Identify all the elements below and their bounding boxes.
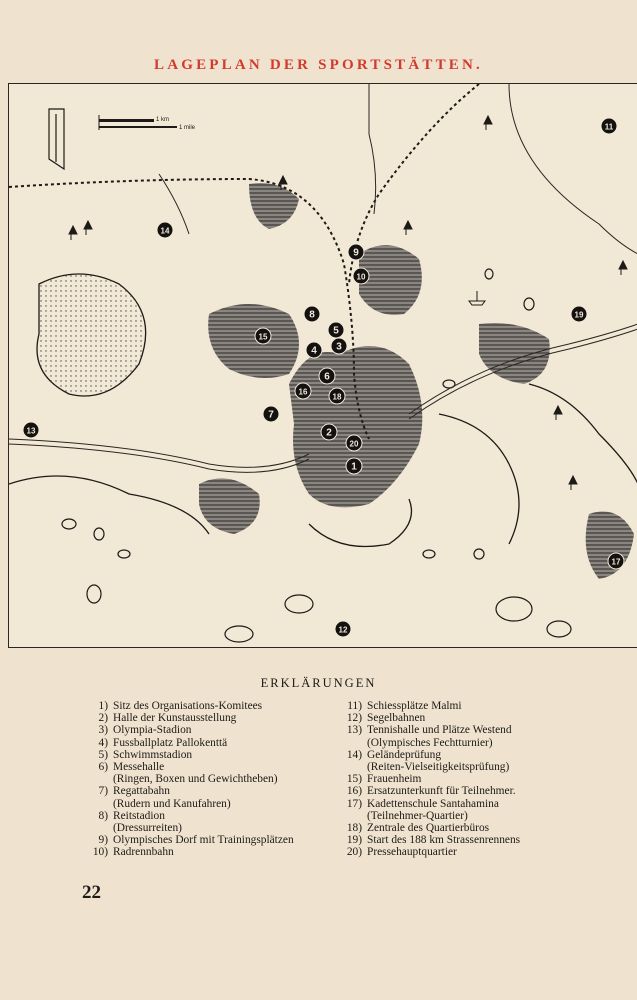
venue-marker-label: 9 <box>353 247 359 259</box>
legend-item <box>336 700 626 712</box>
legend-item <box>82 712 352 724</box>
legend-item-number: 17) <box>346 797 362 810</box>
page-title: LAGEPLAN DER SPORTSTÄTTEN. <box>154 57 483 73</box>
scale-mile-label: 1 mile <box>179 125 196 131</box>
venue-marker-17 <box>608 553 624 569</box>
venue-marker-13 <box>23 422 39 438</box>
venue-marker-label: 20 <box>349 439 359 449</box>
legend-item-label: Geländeprüfung <box>367 748 442 761</box>
legend-item-number: 19) <box>346 834 362 847</box>
legend-item-number: 18) <box>346 822 362 835</box>
legend-item-label: Olympisches Dorf mit Trainingsplätzen <box>113 834 294 847</box>
legend-item <box>336 749 626 761</box>
venue-marker-label: 18 <box>332 392 342 402</box>
legend-item <box>336 773 626 785</box>
legend-item-number: 6) <box>98 761 108 774</box>
legend-item-number: 8) <box>98 809 108 822</box>
legend-item-label: Olympia-Stadion <box>113 724 192 737</box>
venue-marker-label: 7 <box>268 409 274 421</box>
venue-marker-label: 8 <box>309 309 315 321</box>
venue-marker-16 <box>295 383 311 399</box>
legend-item-label: Radrennbahn <box>113 846 174 859</box>
legend-item-label: Zentrale des Quartierbüros <box>367 822 490 835</box>
legend-item-number: 3) <box>98 724 108 737</box>
legend-item-number: 11) <box>347 700 362 712</box>
legend-item <box>82 846 352 858</box>
legend-item-label: Segelbahnen <box>367 712 426 725</box>
venue-marker-label: 19 <box>574 310 584 320</box>
venue-marker-20 <box>346 435 362 451</box>
venue-marker-label: 3 <box>336 341 342 353</box>
land-areas <box>199 183 634 579</box>
venue-marker-8 <box>304 306 320 322</box>
legend-item-subtitle: (Teilnehmer-Quartier) <box>367 809 468 822</box>
legend-item-number: 14) <box>346 748 362 761</box>
legend-item <box>82 810 352 822</box>
venue-marker-1 <box>346 458 362 474</box>
venue-marker-label: 15 <box>258 332 268 342</box>
legend-item <box>336 834 626 846</box>
legend-item <box>336 712 626 724</box>
venue-marker-11 <box>601 118 617 134</box>
legend-item-label: Sitz des Organisations-Komitees <box>113 700 263 712</box>
legend-item <box>336 822 626 834</box>
legend-item <box>82 761 352 773</box>
map-drawing <box>9 84 637 647</box>
venue-marker-label: 2 <box>326 427 332 439</box>
legend-heading: ERKLÄRUNGEN <box>260 676 377 690</box>
venue-marker-label: 13 <box>26 426 36 436</box>
venue-marker-label: 6 <box>324 371 330 383</box>
venue-marker-label: 12 <box>338 625 348 635</box>
legend-item <box>82 834 352 846</box>
page-number: 22 <box>82 882 101 903</box>
legend-item-number: 13) <box>346 724 362 737</box>
venue-marker-19 <box>571 306 587 322</box>
legend-item-label: Ersatzunterkunft für Teilnehmer. <box>367 785 516 798</box>
site-map <box>8 83 637 648</box>
legend-right-column <box>336 700 626 859</box>
venue-marker-15 <box>255 328 271 344</box>
venue-marker-10 <box>353 268 369 284</box>
venue-marker-label: 4 <box>311 345 317 357</box>
venue-marker-5 <box>328 322 344 338</box>
legend-item-label: Start des 188 km Strassenrennens <box>367 834 521 847</box>
legend-item-number: 16) <box>346 785 362 798</box>
venue-marker-label: 14 <box>160 226 170 236</box>
venue-marker-3 <box>331 338 347 354</box>
venue-marker-9 <box>348 244 364 260</box>
legend-item-number: 9) <box>98 834 108 847</box>
legend-item <box>336 724 626 736</box>
venue-marker-label: 17 <box>611 557 621 567</box>
venue-marker-7 <box>263 406 279 422</box>
legend-item <box>336 785 626 797</box>
scale-km-label: 1 km <box>156 117 170 123</box>
legend-item <box>82 785 352 797</box>
legend-item-label: Messehalle <box>113 761 165 774</box>
legend-item-number: 12) <box>346 712 362 725</box>
venue-marker-label: 5 <box>333 325 339 337</box>
legend-item <box>82 749 352 761</box>
legend-item-number: 2) <box>98 712 108 725</box>
legend-item-number: 7) <box>98 785 108 798</box>
legend-item-label: Pressehauptquartier <box>367 846 457 859</box>
legend-item-label: Schwimmstadion <box>113 748 193 761</box>
legend-item-label: Fussballplatz Pallokenttä <box>113 736 228 749</box>
legend-item-number: 1) <box>98 700 108 712</box>
legend-item <box>336 846 626 858</box>
venue-marker-18 <box>329 388 345 404</box>
legend-item <box>336 798 626 810</box>
legend-item-label: Frauenheim <box>367 773 422 786</box>
legend-item-subtitle: (Ringen, Boxen und Gewichtheben) <box>113 773 278 786</box>
scale-bar <box>99 115 196 131</box>
legend-left-column <box>82 700 352 859</box>
venue-marker-label: 16 <box>298 387 308 397</box>
venue-marker-4 <box>306 342 322 358</box>
venue-marker-6 <box>319 368 335 384</box>
legend-item-label: Regattabahn <box>113 785 170 798</box>
legend-item-subtitle: (Olympisches Fechtturnier) <box>367 736 493 749</box>
legend-item-number: 5) <box>98 748 108 761</box>
legend-item-number: 4) <box>98 736 108 749</box>
legend-item <box>82 737 352 749</box>
legend-item-label: Tennishalle und Plätze Westend <box>367 724 512 737</box>
legend-item-number: 15) <box>346 773 362 786</box>
venue-marker-12 <box>335 621 351 637</box>
venue-marker-label: 1 <box>351 461 357 473</box>
legend-item-number: 20) <box>346 846 362 859</box>
legend-item-label: Kadettenschule Santahamina <box>367 797 499 810</box>
legend-item-subtitle: (Reiten-Vielseitigkeitsprüfung) <box>367 761 510 774</box>
legend-item-subtitle: (Rudern und Kanufahren) <box>113 797 231 810</box>
legend-item-label: Schiessplätze Malmi <box>367 700 462 712</box>
legend-item-label: Reitstadion <box>113 809 165 822</box>
venue-marker-label: 11 <box>604 122 614 132</box>
venue-marker-label: 10 <box>356 272 366 282</box>
north-arrow-icon <box>49 109 64 169</box>
legend-item <box>82 724 352 736</box>
legend-item-subtitle: (Dressurreiten) <box>113 822 182 835</box>
legend-item-number: 10) <box>92 846 108 859</box>
venue-marker-14 <box>157 222 173 238</box>
legend-item <box>82 700 352 712</box>
venue-marker-2 <box>321 424 337 440</box>
legend-item-label: Halle der Kunstausstellung <box>113 712 237 725</box>
ship-icon <box>469 291 485 305</box>
